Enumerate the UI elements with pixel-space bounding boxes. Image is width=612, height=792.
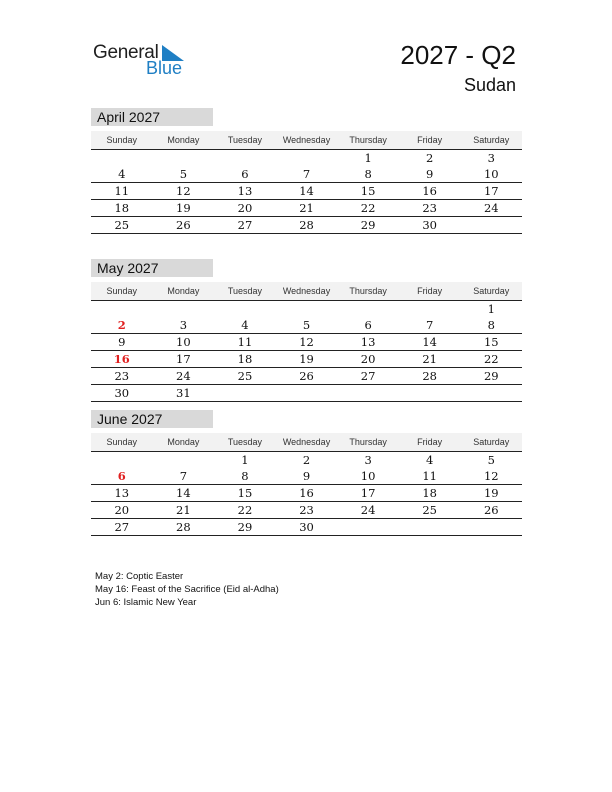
day-cell: 22 <box>483 352 499 366</box>
day-cell: 12 <box>299 335 314 349</box>
weekday-header-row <box>91 282 522 301</box>
month-header: May 2027 <box>91 259 213 277</box>
day-cell: 24 <box>483 201 499 215</box>
day-cell: 23 <box>299 503 314 517</box>
day-cell: 3 <box>179 318 188 332</box>
day-cell: 10 <box>360 469 376 483</box>
day-cell: 22 <box>237 503 253 517</box>
holiday-notes <box>95 570 279 609</box>
logo-text-blue: Blue <box>146 58 183 78</box>
generalblue-logo <box>93 42 193 78</box>
day-cell: 30 <box>114 386 130 400</box>
month-may <box>91 259 522 402</box>
weekday-label: Sunday <box>106 135 138 145</box>
day-cell: 13 <box>360 335 376 349</box>
week-row <box>91 468 522 485</box>
weekday-label: Saturday <box>473 135 510 145</box>
day-cell <box>91 301 153 317</box>
day-cell: 14 <box>176 486 191 500</box>
day-cell: 5 <box>179 167 188 181</box>
day-cell: 21 <box>176 503 191 517</box>
weekday-label: Monday <box>167 286 200 296</box>
day-cell: 7 <box>426 318 434 332</box>
day-cell: 23 <box>422 201 437 215</box>
day-cell: 4 <box>118 167 126 181</box>
week-row <box>91 217 522 234</box>
day-cell <box>276 301 338 317</box>
day-cell <box>214 150 276 166</box>
holiday-note: May 16: Feast of the Sacrifice (Eid al-Adha) <box>95 584 279 595</box>
day-cell: 12 <box>483 469 499 483</box>
weekday-label: Thursday <box>349 135 387 145</box>
day-cell: 20 <box>360 352 376 366</box>
day-cell: 16 <box>422 184 437 198</box>
weekday-header-row <box>91 433 522 452</box>
day-cell <box>337 301 399 317</box>
month-april <box>91 108 522 234</box>
day-cell <box>276 385 338 401</box>
day-cell: 11 <box>422 469 437 483</box>
weekday-label: Friday <box>417 135 443 145</box>
weekday-label: Sunday <box>106 286 138 296</box>
day-cell: 26 <box>483 503 499 517</box>
day-cell <box>153 150 215 166</box>
day-cell: 12 <box>176 184 191 198</box>
day-cell: 6 <box>364 318 372 332</box>
weekday-label: Friday <box>417 286 443 296</box>
week-row <box>91 351 522 368</box>
day-cell: 18 <box>237 352 253 366</box>
day-cell: 5 <box>302 318 311 332</box>
day-cell: 24 <box>360 503 376 517</box>
day-cell: 15 <box>483 335 499 349</box>
day-cell: 11 <box>114 184 130 198</box>
day-cell: 30 <box>422 218 437 232</box>
day-cell: 2 <box>302 453 311 467</box>
month-june <box>91 410 522 536</box>
weekday-label: Thursday <box>349 437 387 447</box>
day-cell: 29 <box>483 369 499 383</box>
day-cell <box>214 301 276 317</box>
day-cell: 18 <box>422 486 437 500</box>
weekday-label: Thursday <box>349 286 387 296</box>
quarter-title: 2027 - Q2 <box>400 40 516 70</box>
holiday-day-cell: 16 <box>113 352 130 366</box>
week-row <box>91 485 522 502</box>
weekday-label: Friday <box>417 437 443 447</box>
day-cell: 21 <box>299 201 314 215</box>
day-cell: 11 <box>237 335 253 349</box>
day-cell: 25 <box>114 218 130 232</box>
day-cell: 26 <box>176 218 191 232</box>
day-cell: 2 <box>426 151 434 165</box>
month-header: June 2027 <box>91 410 213 428</box>
day-cell: 23 <box>114 369 130 383</box>
day-cell: 24 <box>176 369 191 383</box>
day-cell: 20 <box>237 201 253 215</box>
week-row <box>91 368 522 385</box>
week-row <box>91 502 522 519</box>
day-cell: 22 <box>360 201 376 215</box>
day-cell: 31 <box>176 386 191 400</box>
day-cell: 7 <box>179 469 188 483</box>
weekday-label: Tuesday <box>227 437 263 447</box>
day-cell <box>460 519 522 535</box>
day-cell: 7 <box>302 167 311 181</box>
day-cell: 4 <box>426 453 434 467</box>
holiday-day-cell: 2 <box>117 318 126 332</box>
day-cell: 8 <box>487 318 495 332</box>
day-cell: 19 <box>176 201 191 215</box>
week-row <box>91 317 522 334</box>
weekday-label: Tuesday <box>227 286 263 296</box>
weekday-label: Monday <box>167 437 200 447</box>
day-cell: 13 <box>114 486 130 500</box>
day-cell: 16 <box>299 486 314 500</box>
day-cell <box>399 301 461 317</box>
day-cell: 28 <box>176 520 191 534</box>
day-cell <box>460 217 522 233</box>
day-cell: 13 <box>237 184 253 198</box>
day-cell: 3 <box>364 453 372 467</box>
day-cell <box>337 519 399 535</box>
day-cell: 19 <box>483 486 499 500</box>
day-cell: 15 <box>360 184 376 198</box>
country-name: Sudan <box>463 75 516 95</box>
day-cell: 28 <box>422 369 437 383</box>
day-cell <box>91 452 153 468</box>
day-cell: 14 <box>299 184 314 198</box>
day-cell <box>337 385 399 401</box>
day-cell: 25 <box>422 503 437 517</box>
day-cell: 20 <box>114 503 130 517</box>
weekday-label: Wednesday <box>282 135 331 145</box>
day-cell: 8 <box>364 167 372 181</box>
day-cell <box>399 385 461 401</box>
day-cell: 10 <box>176 335 191 349</box>
day-cell: 9 <box>118 335 126 349</box>
day-cell: 29 <box>360 218 376 232</box>
day-cell: 9 <box>426 167 434 181</box>
day-cell <box>153 452 215 468</box>
day-cell <box>91 150 153 166</box>
weekday-label: Wednesday <box>282 437 331 447</box>
day-cell: 17 <box>483 184 499 198</box>
day-cell: 5 <box>487 453 495 467</box>
day-cell: 18 <box>114 201 130 215</box>
day-cell: 8 <box>241 469 249 483</box>
holiday-day-cell: 6 <box>117 469 126 483</box>
day-cell: 6 <box>241 167 249 181</box>
weekday-label: Tuesday <box>227 135 263 145</box>
day-cell: 25 <box>237 369 253 383</box>
week-row <box>91 200 522 217</box>
day-cell: 17 <box>176 352 191 366</box>
week-row <box>91 301 522 317</box>
day-cell: 4 <box>241 318 249 332</box>
day-cell: 1 <box>487 302 495 316</box>
month-header: April 2027 <box>91 108 213 126</box>
day-cell: 14 <box>422 335 437 349</box>
week-row <box>91 385 522 402</box>
day-cell: 15 <box>237 486 253 500</box>
day-cell: 21 <box>422 352 437 366</box>
day-cell: 1 <box>364 151 372 165</box>
week-row <box>91 334 522 351</box>
day-cell: 17 <box>360 486 376 500</box>
day-cell: 28 <box>299 218 314 232</box>
week-row <box>91 452 522 468</box>
day-cell: 19 <box>299 352 314 366</box>
week-row <box>91 150 522 166</box>
weekday-label: Saturday <box>473 286 510 296</box>
day-cell: 29 <box>237 520 253 534</box>
day-cell: 9 <box>302 469 311 483</box>
weekday-label: Sunday <box>106 437 138 447</box>
day-cell: 27 <box>360 369 376 383</box>
logo-text-general: General <box>93 42 159 63</box>
week-row <box>91 519 522 536</box>
weekday-label: Monday <box>167 135 200 145</box>
day-cell: 26 <box>299 369 314 383</box>
week-row <box>91 183 522 200</box>
day-cell <box>460 385 522 401</box>
holiday-note: Jun 6: Islamic New Year <box>95 597 197 608</box>
day-cell: 10 <box>483 167 499 181</box>
weekday-header-row <box>91 131 522 150</box>
weekday-label: Wednesday <box>282 286 331 296</box>
day-cell: 3 <box>487 151 495 165</box>
day-cell <box>153 301 215 317</box>
holiday-note: May 2: Coptic Easter <box>95 571 184 582</box>
day-cell <box>276 150 338 166</box>
week-row <box>91 166 522 183</box>
day-cell <box>214 385 276 401</box>
day-cell: 1 <box>241 453 249 467</box>
weekday-label: Saturday <box>473 437 510 447</box>
day-cell: 30 <box>299 520 314 534</box>
day-cell: 27 <box>114 520 130 534</box>
day-cell <box>399 519 461 535</box>
day-cell: 27 <box>237 218 253 232</box>
